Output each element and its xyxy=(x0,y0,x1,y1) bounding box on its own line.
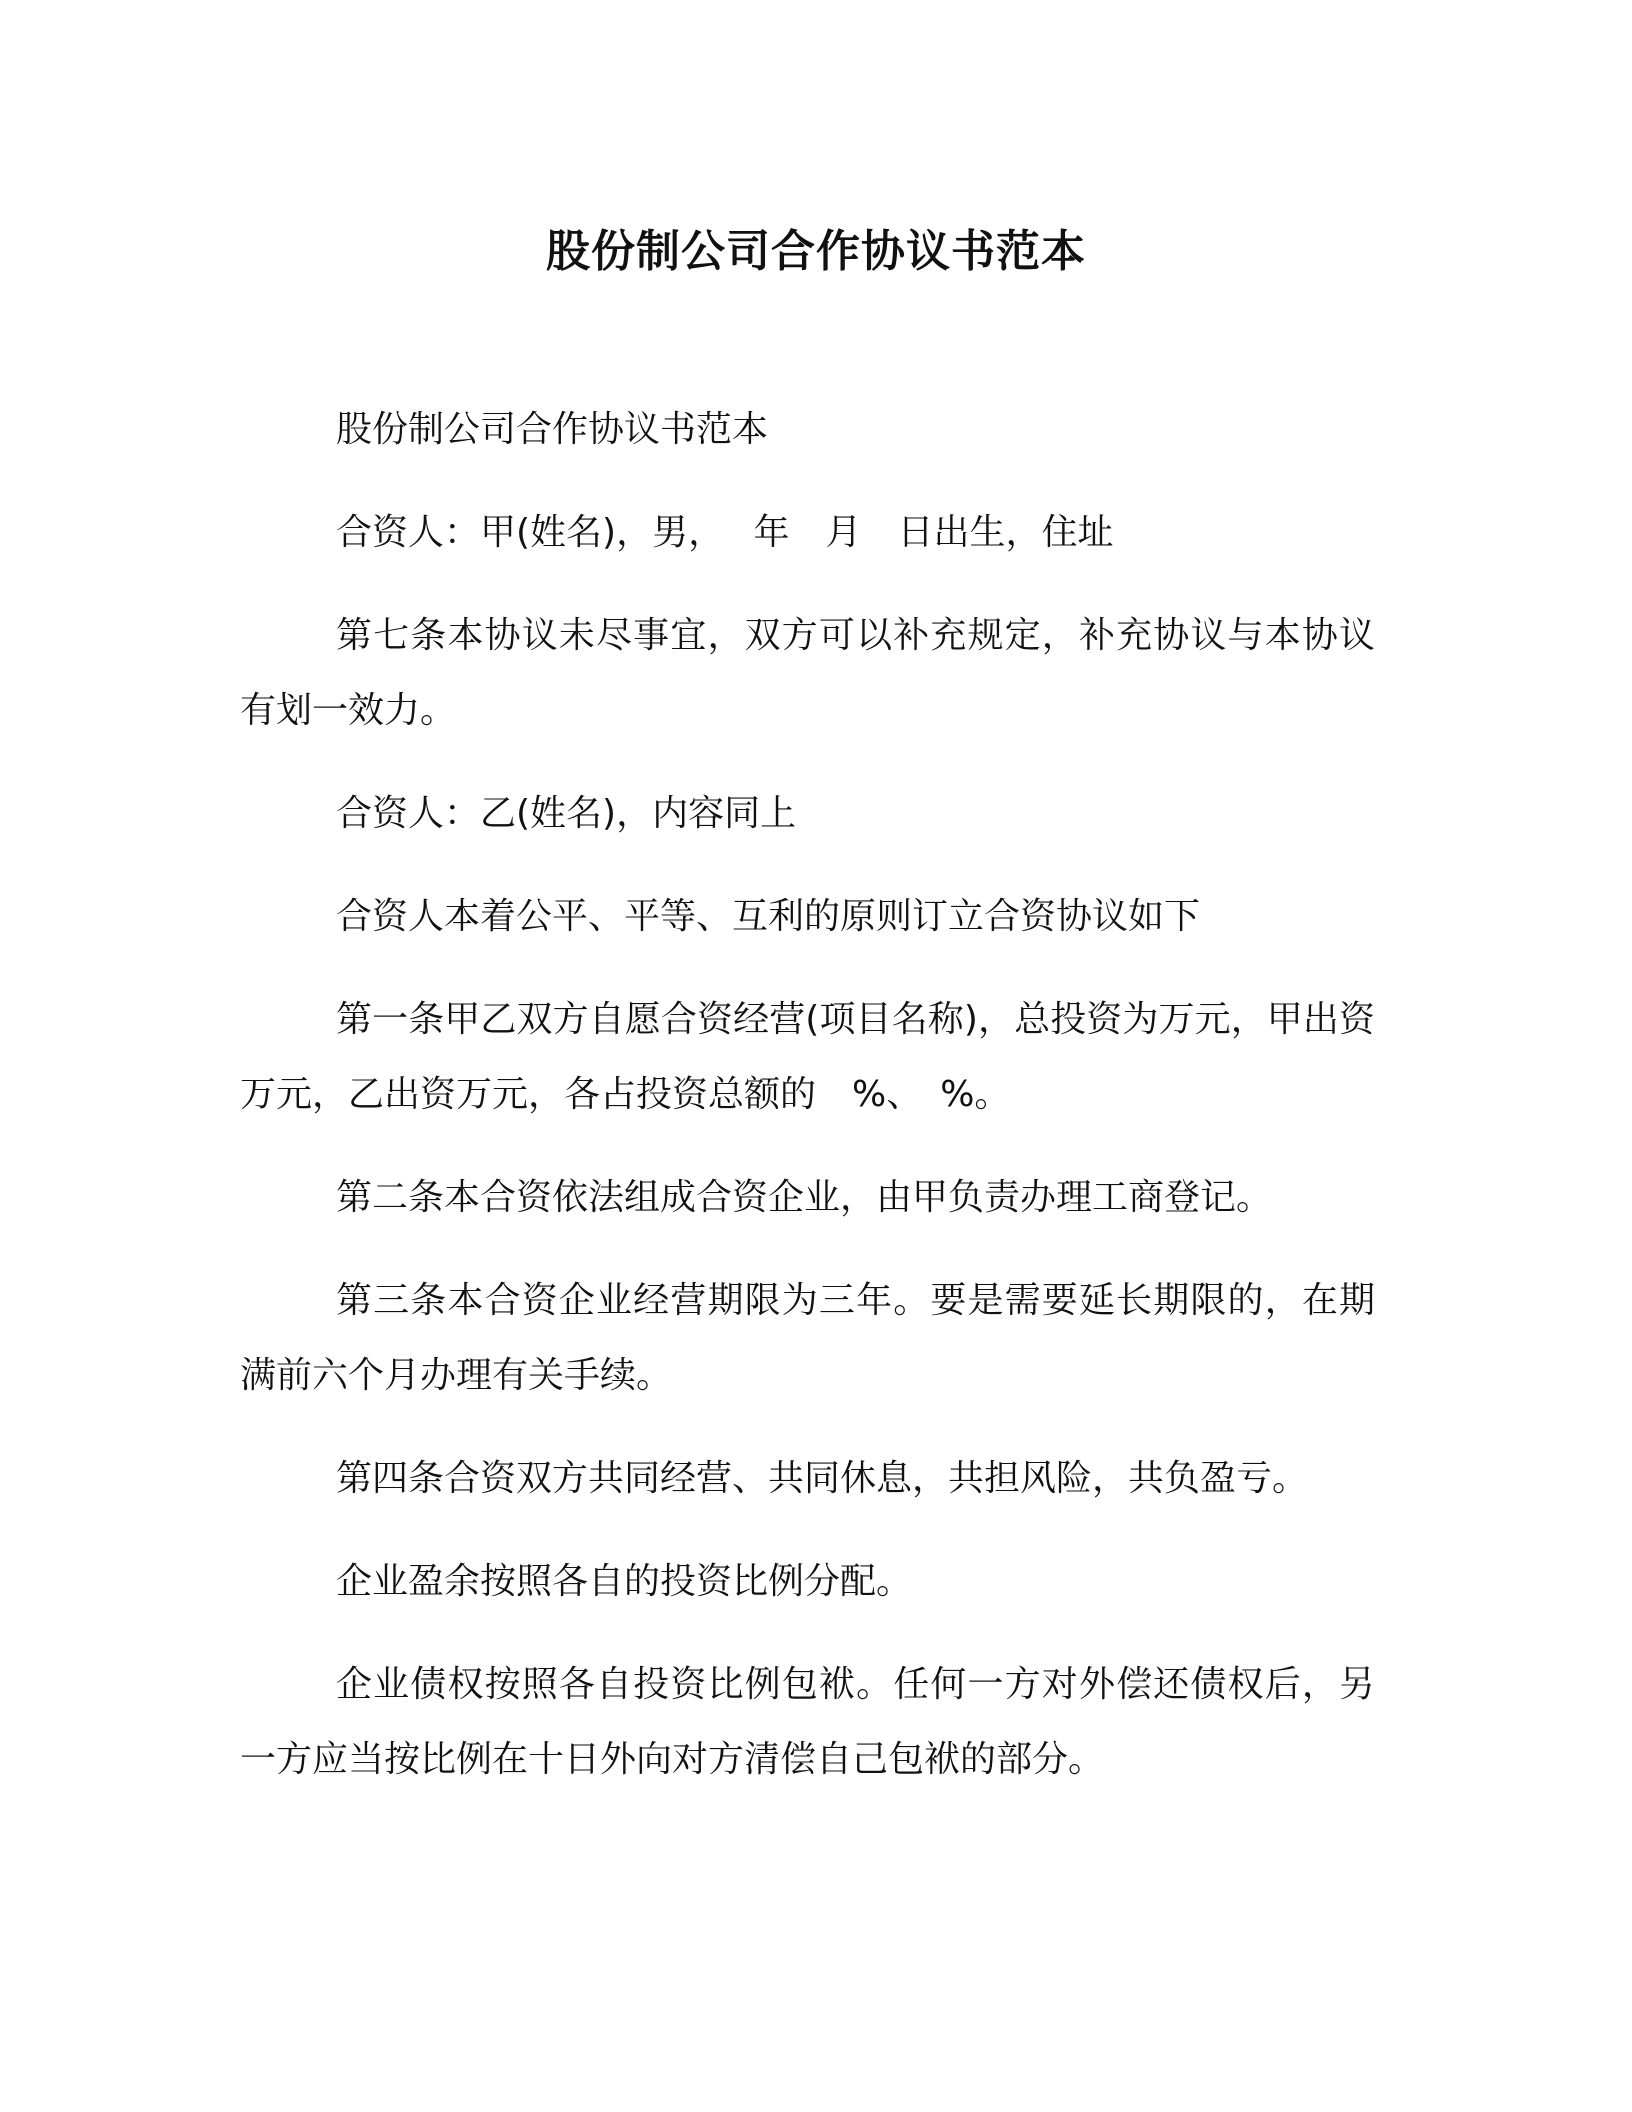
paragraph-article-7: 第七条本协议未尽事宜，双方可以补充规定，补充协议与本协议有划一效力。 xyxy=(240,615,1375,731)
paragraph-subtitle: 股份制公司合作协议书范本 xyxy=(336,409,769,450)
paragraph-party-b: 合资人：乙(姓名)，内容同上 xyxy=(336,793,797,834)
document-title: 股份制公司合作协议书范本 xyxy=(546,226,1086,277)
paragraph-article-1: 第一条甲乙双方自愿合资经营(项目名称)，总投资为万元，甲出资万元，乙出资万元，各占投资总额的 %、 %。 xyxy=(240,999,1375,1115)
paragraph-article-4: 第四条合资双方共同经营、共同休息，共担风险，共负盈亏。 xyxy=(336,1458,1309,1499)
paragraph-debt-liability: 企业债权按照各自投资比例包袱。任何一方对外偿还债权后，另一方应当按比例在十日外向对方清偿自己包袱的部分。 xyxy=(240,1664,1375,1780)
paragraph-principles: 合资人本着公平、平等、互利的原则订立合资协议如下 xyxy=(336,896,1201,937)
paragraph-article-3: 第三条本合资企业经营期限为三年。要是需要延长期限的，在期满前六个月办理有关手续。 xyxy=(240,1280,1375,1396)
paragraph-profit-distribution: 企业盈余按照各自的投资比例分配。 xyxy=(336,1561,913,1602)
paragraph-party-a: 合资人：甲(姓名)，男， 年 月 日出生，住址 xyxy=(336,512,1114,553)
paragraph-article-2: 第二条本合资依法组成合资企业，由甲负责办理工商登记。 xyxy=(336,1177,1273,1218)
document-body xyxy=(240,392,1375,1825)
